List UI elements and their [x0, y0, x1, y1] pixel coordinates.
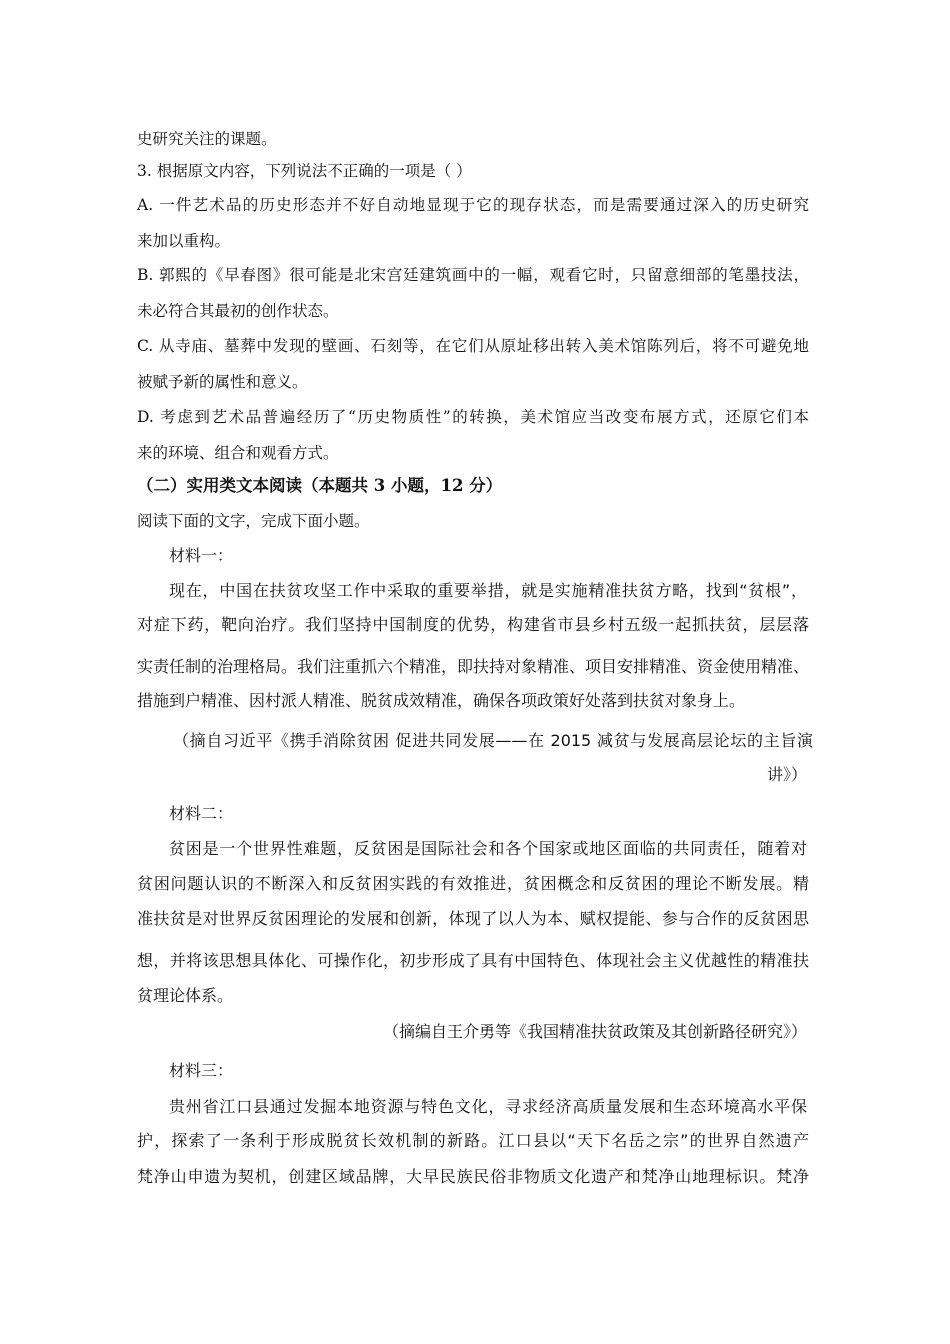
option-a-line-1: A. 一件艺术品的历史形态并不好自动地显现于它的现存状态，而是需要通过深入的历史研究: [137, 196, 809, 214]
material-2-line-3: 准扶贫是对世界反贫困理论的发展和创新，体现了以人为本、赋权提能、参与合作的反贫困思: [137, 909, 809, 928]
question-3-stem: 3. 根据原文内容，下列说法不正确的一项是（ ）: [137, 162, 472, 180]
option-b-line-1: B. 郭熙的《早春图》很可能是北宋宫廷建筑画中的一幅，观看它时，只留意细部的笔墨技法，: [137, 266, 809, 284]
material-3-line-3: 梵净山申遗为契机，创建区域品牌，大早民族民俗非物质文化遗产和梵净山地理标识。梵净: [137, 1167, 809, 1186]
material-2-line-5: 贫理论体系。: [137, 986, 234, 1005]
option-d-line-1: D. 考虑到艺术品普遍经历了“历史物质性”的转换，美术馆应当改变布展方式，还原它们本: [137, 408, 809, 426]
material-1-source-line-1: （摘自习近平《携手消除贫困 促进共同发展——在 2015 减贫与发展高层论坛的主旨演: [173, 731, 813, 750]
material-3-line-1: 贵州省江口县通过发掘本地资源与特色文化，寻求经济高质量发展和生态环境高水平保: [169, 1097, 807, 1116]
option-b-line-2: 未必符合其最初的创作状态。: [137, 302, 339, 320]
material-1-line-3: 实责任制的治理格局。我们注重抓六个精准，即扶持对象精准、项目安排精准、资金使用精准、: [137, 657, 810, 676]
option-a-line-2: 来加以重构。: [137, 232, 231, 250]
material-2-line-2: 贫困问题认识的不断深入和反贫困实践的有效推进，贫困概念和反贫困的理论不断发展。精: [137, 874, 809, 893]
section-title: （二）实用类文本阅读（本题共 3 小题，12 分）: [137, 476, 503, 495]
section-instruction: 阅读下面的文字，完成下面小题。: [137, 512, 370, 530]
option-c-line-1: C. 从寺庙、墓葬中发现的壁画、石刻等，在它们从原址移出转入美术馆陈列后，将不可避免地: [137, 337, 809, 355]
option-d-line-2: 来的环境、组合和观看方式。: [137, 444, 339, 462]
material-3-label: 材料三：: [169, 1061, 234, 1080]
text-line: 史研究关注的课题。: [137, 130, 277, 148]
material-1-line-1: 现在，中国在扶贫攻坚工作中采取的重要举措，就是实施精准扶贫方略，找到“贫根”，: [169, 581, 807, 600]
material-1-line-4: 措施到户精准、因村派人精准、脱贫成效精准，确保各项政策好处落到扶贫对象身上。: [137, 691, 746, 710]
material-2-source: （摘编自王介勇等《我国精准扶贫政策及其创新路径研究》）: [382, 1022, 807, 1041]
material-1-label: 材料一：: [169, 546, 234, 565]
material-1-line-2: 对症下药，靶向治疗。我们坚持中国制度的优势，构建省市县乡村五级一起抓扶贫，层层落: [137, 615, 809, 634]
material-2-line-1: 贫困是一个世界性难题，反贫困是国际社会和各个国家或地区面临的共同责任，随着对: [169, 839, 807, 858]
option-c-line-2: 被赋予新的属性和意义。: [137, 373, 308, 391]
material-2-label: 材料二：: [169, 804, 234, 823]
material-2-line-4: 想，并将该思想具体化、可操作化，初步形成了具有中国特色、体现社会主义优越性的精准扶: [137, 951, 809, 970]
material-1-source-line-2: 讲》）: [766, 765, 807, 784]
material-3-line-2: 护，探索了一条利于形成脱贫长效机制的新路。江口县以“天下名岳之宗”的世界自然遗产: [137, 1131, 809, 1150]
